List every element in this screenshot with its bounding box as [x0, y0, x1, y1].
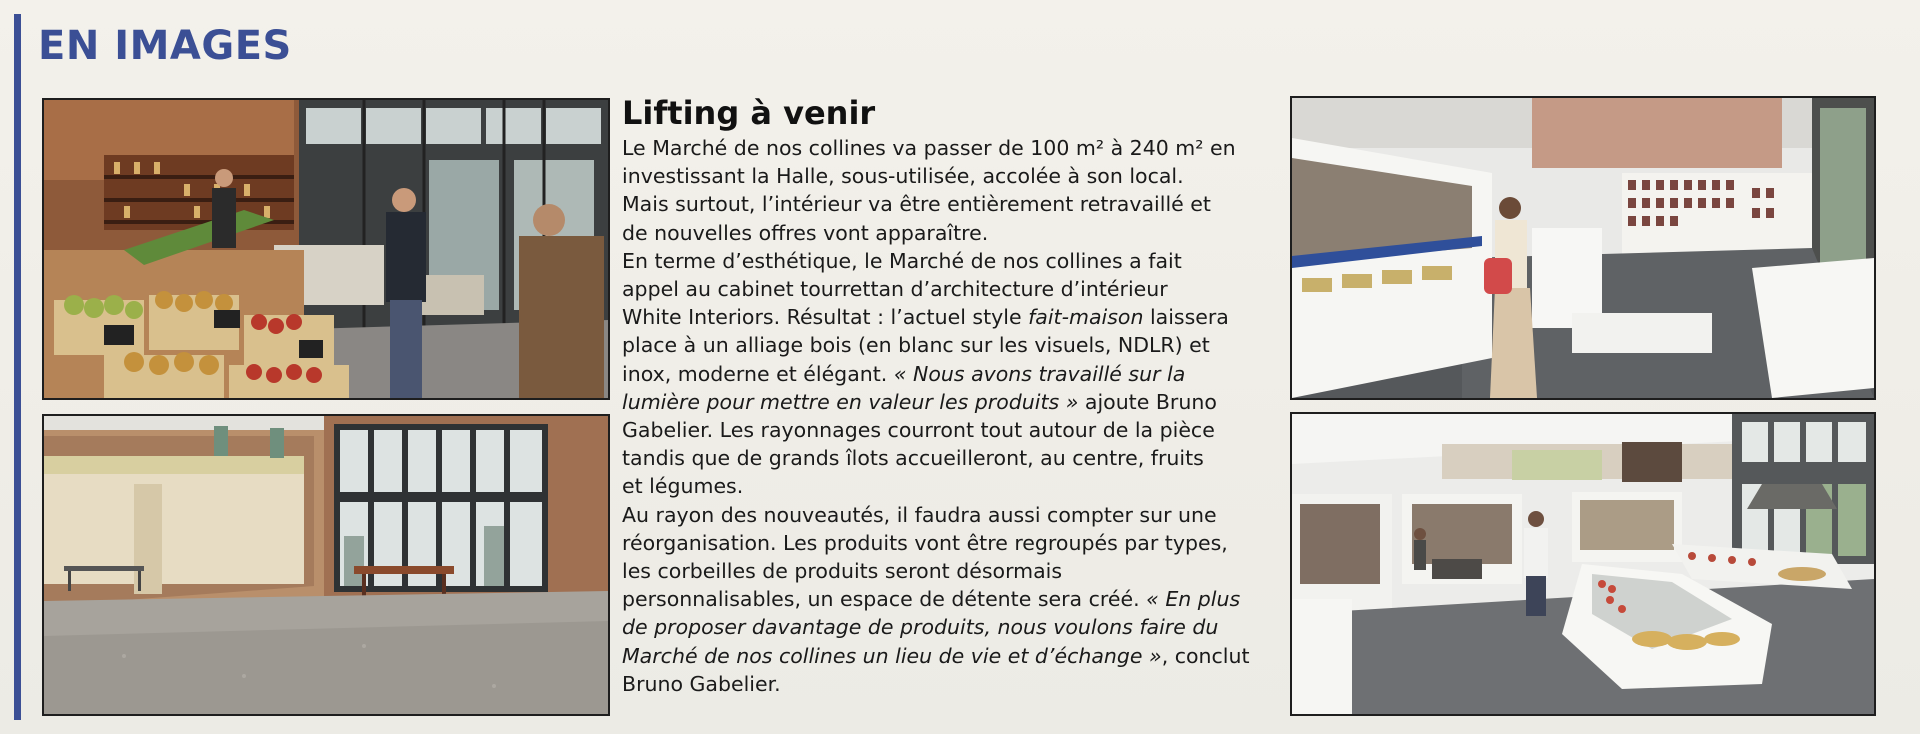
- article-quote: fait-maison: [1028, 305, 1144, 330]
- article-line: Bruno Gabelier.: [622, 671, 781, 696]
- article-line: investissant la Halle, sous-utilisée, accolée à son local.: [622, 164, 1184, 189]
- article-line: place à un alliage bois (en blanc sur les visuels, NDLR) et: [622, 333, 1210, 358]
- article-text: White Interiors. Résultat : l’actuel style: [622, 305, 1029, 330]
- article-line: [622, 360, 1282, 388]
- article-line: Mais surtout, l’intérieur va être entièrement retravaillé et: [622, 192, 1211, 217]
- article-line: [622, 388, 1282, 416]
- section-color-rule: [14, 14, 21, 720]
- article-line: réorganisation. Les produits vont être regroupés par types,: [622, 530, 1228, 555]
- article-body: [622, 134, 1282, 698]
- article-line: et légumes.: [622, 474, 744, 499]
- article-text: ajoute Bruno: [1078, 389, 1217, 414]
- article-line: En terme d’esthétique, le Marché de nos collines a fait: [622, 248, 1182, 273]
- article-text: personnalisables, un espace de détente sera créé.: [622, 587, 1147, 612]
- article-line: de nouvelles offres vont apparaître.: [622, 220, 989, 245]
- shop-render-top: [1290, 96, 1876, 400]
- article-text: laissera: [1143, 305, 1229, 330]
- article-line: les corbeilles de produits seront désormais: [622, 559, 1063, 584]
- article-line: Le Marché de nos collines va passer de 100 m² à 240 m² en: [622, 136, 1236, 160]
- article-text: inox, moderne et élégant.: [622, 361, 894, 386]
- empty-hall-photo: [42, 414, 610, 716]
- article-line: [622, 585, 1282, 613]
- article-text: , conclut: [1161, 643, 1250, 668]
- article-line: [622, 642, 1282, 670]
- shop-render-bottom: [1290, 412, 1876, 716]
- section-title: EN IMAGES: [38, 23, 292, 69]
- article-title: Lifting à venir: [622, 94, 876, 132]
- article-quote: « En plus: [1146, 587, 1241, 612]
- article: [622, 94, 1282, 698]
- article-line: appel au cabinet tourrettan d’architecture d’intérieur: [622, 277, 1168, 302]
- article-line: Gabelier. Les rayonnages courront tout autour de la pièce: [622, 418, 1215, 443]
- article-quote: « Nous avons travaillé sur la: [893, 361, 1186, 386]
- article-line: Au rayon des nouveautés, il faudra aussi compter sur une: [622, 502, 1217, 527]
- article-quote: Marché de nos collines un lieu de vie et d’échange »: [622, 643, 1162, 668]
- article-line: tandis que de grands îlots accueilleront, au centre, fruits: [622, 446, 1204, 471]
- shop-interior-photo: [42, 98, 610, 400]
- article-line: [622, 303, 1282, 331]
- article-quote: de proposer davantage de produits, nous voulons faire du: [622, 615, 1219, 640]
- article-line: [622, 613, 1282, 641]
- article-quote: lumière pour mettre en valeur les produits »: [622, 389, 1079, 414]
